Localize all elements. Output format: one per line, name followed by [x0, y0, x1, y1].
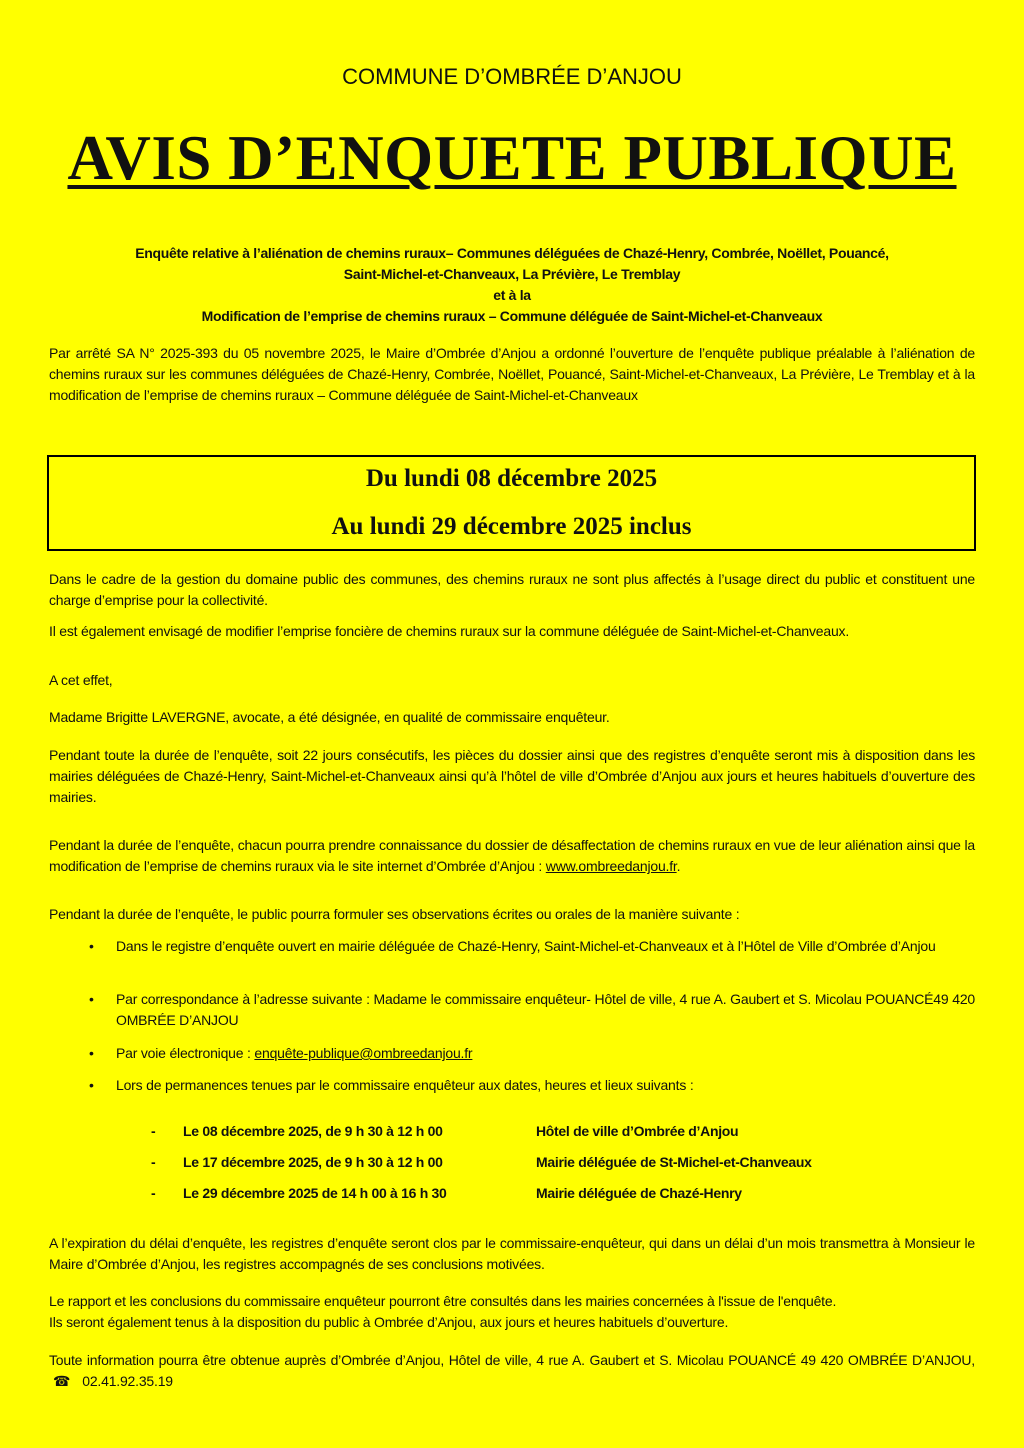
- paragraph: Dans le cadre de la gestion du domaine public des communes, des chemins ruraux ne sont plus affectés à l’usage direct du public et constituent une charge d’emprise pour la collectivité.: [49, 571, 975, 608]
- bullet-icon: •: [89, 1045, 94, 1061]
- commune-header: COMMUNE D’OMBRÉE D’ANJOU: [342, 64, 682, 89]
- phone-number: 02.41.92.35.19: [82, 1373, 173, 1389]
- list-item: • Par voie électronique : enquête-publique@ombreedanjou.fr: [89, 1043, 975, 1064]
- paragraph: Pendant la durée de l’enquête, le public pourra formuler ses observations écrites ou orales de la manière suivante :: [49, 906, 740, 922]
- paragraph: Il est également envisagé de modifier l’emprise foncière de chemins ruraux sur la commune déléguée de Saint-Michel-et-Chanveaux.: [49, 623, 850, 639]
- phone-icon: ☎: [53, 1373, 71, 1389]
- paragraph: Le rapport et les conclusions du commissaire enquêteur pourront être consultés dans les mairies concernées à l'issue de l'enquête. Ils seront également tenus à la disposition du public à Ombrée d’Anjou, aux jours et heures habituels d’ouverture.: [49, 1293, 837, 1330]
- dates-box: [47, 455, 976, 551]
- bullet-icon: •: [89, 991, 94, 1007]
- bullet-icon: •: [89, 938, 94, 954]
- website-link[interactable]: www.ombreedanjou.fr: [545, 858, 677, 874]
- contact-paragraph: Toute information pourra être obtenue auprès d’Ombrée d’Anjou, Hôtel de ville, 4 rue A. Gaubert et S. Micolau POUANCÉ 49 420 OMBRÉE D’ANJOU, ☎ 02.41.92.35.19: [49, 1352, 975, 1389]
- paragraph: Pendant la durée de l’enquête, chacun pourra prendre connaissance du dossier de désaffectation de chemins ruraux en vue de leur aliénation ainsi que la modification de l’emprise de chemins ruraux via le site internet d’Ombrée d’Anjou : www.ombreedanjou.fr.: [49, 837, 975, 874]
- paragraph: Madame Brigitte LAVERGNE, avocate, a été désignée, en qualité de commissaire enquêteur.: [49, 709, 610, 725]
- paragraph: A cet effet,: [49, 672, 113, 688]
- list-item: • Dans le registre d’enquête ouvert en mairie déléguée de Chazé-Henry, Saint-Michel-et-Chanveaux et à l’Hôtel de Ville d’Ombrée d’Anjou: [89, 936, 975, 957]
- subject: [60, 243, 964, 327]
- email-link[interactable]: enquête-publique@ombreedanjou.fr: [254, 1045, 473, 1061]
- intro-paragraph: Par arrêté SA N° 2025-393 du 05 novembre 2025, le Maire d’Ombrée d’Anjou a ordonné l’ouverture de l’enquête publique préalable à l’aliénation de chemins ruraux sur les communes déléguées de Chazé-Henry, Combrée, Noëllet, Pouancé, Saint-Michel-et-Chanveaux, La Prévière, Le Tremblay et à la modification de l’emprise de chemins ruraux – Commune déléguée de Saint-Michel-et-Chanveaux: [49, 345, 975, 403]
- paragraph-text: Pendant la durée de l’enquête, chacun pourra prendre connaissance du dossier de désaffectation de chemins ruraux en vue de leur aliénation ainsi que la modification de l’emprise de chemins ruraux via le site internet d’Ombrée d’Anjou :: [49, 837, 975, 874]
- date-to: Au lundi 29 décembre 2025 inclus: [331, 513, 692, 540]
- paragraph: Pendant toute la durée de l’enquête, soit 22 jours consécutifs, les pièces du dossier ainsi que des registres d’enquête seront mis à disposition dans les mairies déléguées de Chazé-Henry, Saint-Michel-et-Chanveaux ainsi qu’à l’hôtel de ville d’Ombrée d’Anjou aux jours et heures habituels d’ouverture des mairies.: [49, 747, 975, 805]
- list-item: • Lors de permanences tenues par le commissaire enquêteur aux dates, heures et lieux suivants :: [89, 1075, 975, 1096]
- subject-line: Modification de l’emprise de chemins ruraux – Commune déléguée de Saint-Michel-et-Chanveaux: [201, 308, 823, 324]
- notice-title: AVIS D’ENQUETE PUBLIQUE: [67, 123, 957, 193]
- paragraph: A l’expiration du délai d’enquête, les registres d’enquête seront clos par le commissaire-enquêteur, qui dans un délai d’un mois transmettra à Monsieur le Maire d’Ombrée d’Anjou, les registres accompagnés de ses conclusions motivées.: [49, 1235, 975, 1272]
- bullet-icon: •: [89, 1077, 94, 1093]
- date-from: Du lundi 08 décembre 2025: [365, 465, 658, 492]
- list-item: • Par correspondance à l’adresse suivante : Madame le commissaire enquêteur- Hôtel de ville, 4 rue A. Gaubert et S. Micolau POUANCÉ49 420 OMBRÉE D’ANJOU: [89, 991, 975, 1028]
- subject-line: et à la: [493, 287, 531, 303]
- subject-line: Enquête relative à l’aliénation de chemins ruraux– Communes déléguées de Chazé-Henry, Combrée, Noëllet, Pouancé,: [135, 245, 889, 261]
- subject-line: Saint-Michel-et-Chanveaux, La Prévière, Le Tremblay: [343, 266, 681, 282]
